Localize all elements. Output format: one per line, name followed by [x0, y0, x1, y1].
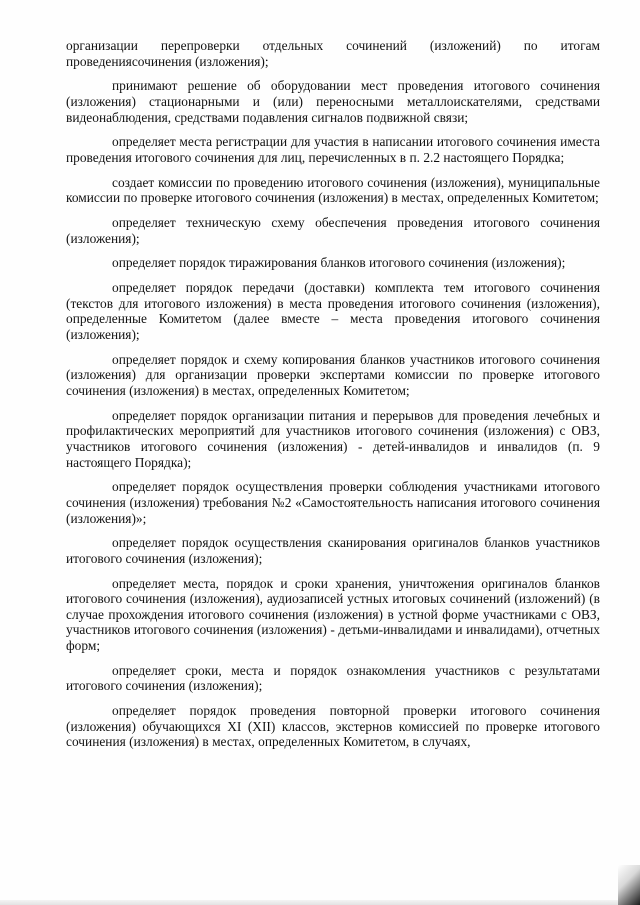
paragraph: определяет места регистрации для участия в написании итогового сочинения иместа проведения итогового сочинения для лиц, перечисленных в п. 2.2 настоящего Порядка; — [66, 134, 600, 165]
paragraph: определяет порядок организации питания и перерывов для проведения лечебных и профилактических мероприятий для участников итогового сочинения (изложения) с ОВЗ, участников итогового сочинения (изложения) - детей-инвалидов и инвалидов (п. 9 настоящего Порядка); — [66, 407, 600, 470]
paragraph: определяет порядок осуществления проверки соблюдения участниками итогового сочинения (изложения) требования №2 «Самостоятельность написания итогового сочинения (изложения)»; — [66, 479, 600, 526]
paragraph: определяет порядок проведения повторной проверки итогового сочинения (изложения) обучающихся XI (XII) классов, экстернов комиссией по проверке итогового сочинения (изложения) в местах, определенных Комитетом, в случаях, — [66, 703, 600, 750]
paragraph: определяет порядок передачи (доставки) комплекта тем итогового сочинения (текстов для итогового изложения) в места проведения итогового сочинения (изложения), определенные Комитетом (далее вместе – места проведения итогового сочинения (изложения); — [66, 280, 600, 343]
document-body — [66, 38, 600, 759]
paragraph: определяет сроки, места и порядок ознакомления участников с результатами итогового сочинения (изложения); — [66, 662, 600, 694]
paragraph: определяет порядок и схему копирования бланков участников итогового сочинения (изложения) для организации проверки экспертами комиссии по проверке итогового сочинения (изложения) в местах, определенных Комитетом; — [66, 351, 600, 398]
paragraph: определяет порядок тиражирования бланков итогового сочинения (изложения); — [112, 255, 566, 271]
scan-bottom-edge — [0, 900, 640, 905]
paragraph: организации перепроверки отдельных сочинений (изложений) по итогам проведениясочинения (изложения); — [66, 38, 600, 69]
paragraph: принимают решение об оборудовании мест проведения итогового сочинения (изложения) стационарными и (или) переносными металлоискателями, средствами видеонаблюдения, средствами подавления сигналов подвижной связи; — [66, 78, 600, 125]
scan-corner-shadow — [618, 865, 640, 905]
paragraph: определяет места, порядок и сроки хранения, уничтожения оригиналов бланков итогового сочинения (изложения), аудиозаписей устных итоговых сочинений (изложений) (в случае прохождения итогового сочинения (изложения) в устной форме участниками с ОВЗ, участников итогового сочинения (изложения) - детьми-инвалидами и инвалидами), отчетных форм; — [66, 575, 600, 654]
paragraph: определяет порядок осуществления сканирования оригиналов бланков участников итогового сочинения (изложения); — [66, 535, 600, 566]
paragraph: определяет техническую схему обеспечения проведения итогового сочинения (изложения); — [66, 215, 600, 246]
paragraph: создает комиссии по проведению итогового сочинения (изложения), муниципальные комиссии по проверке итогового сочинения (изложения) в местах, определенных Комитетом; — [66, 174, 600, 206]
